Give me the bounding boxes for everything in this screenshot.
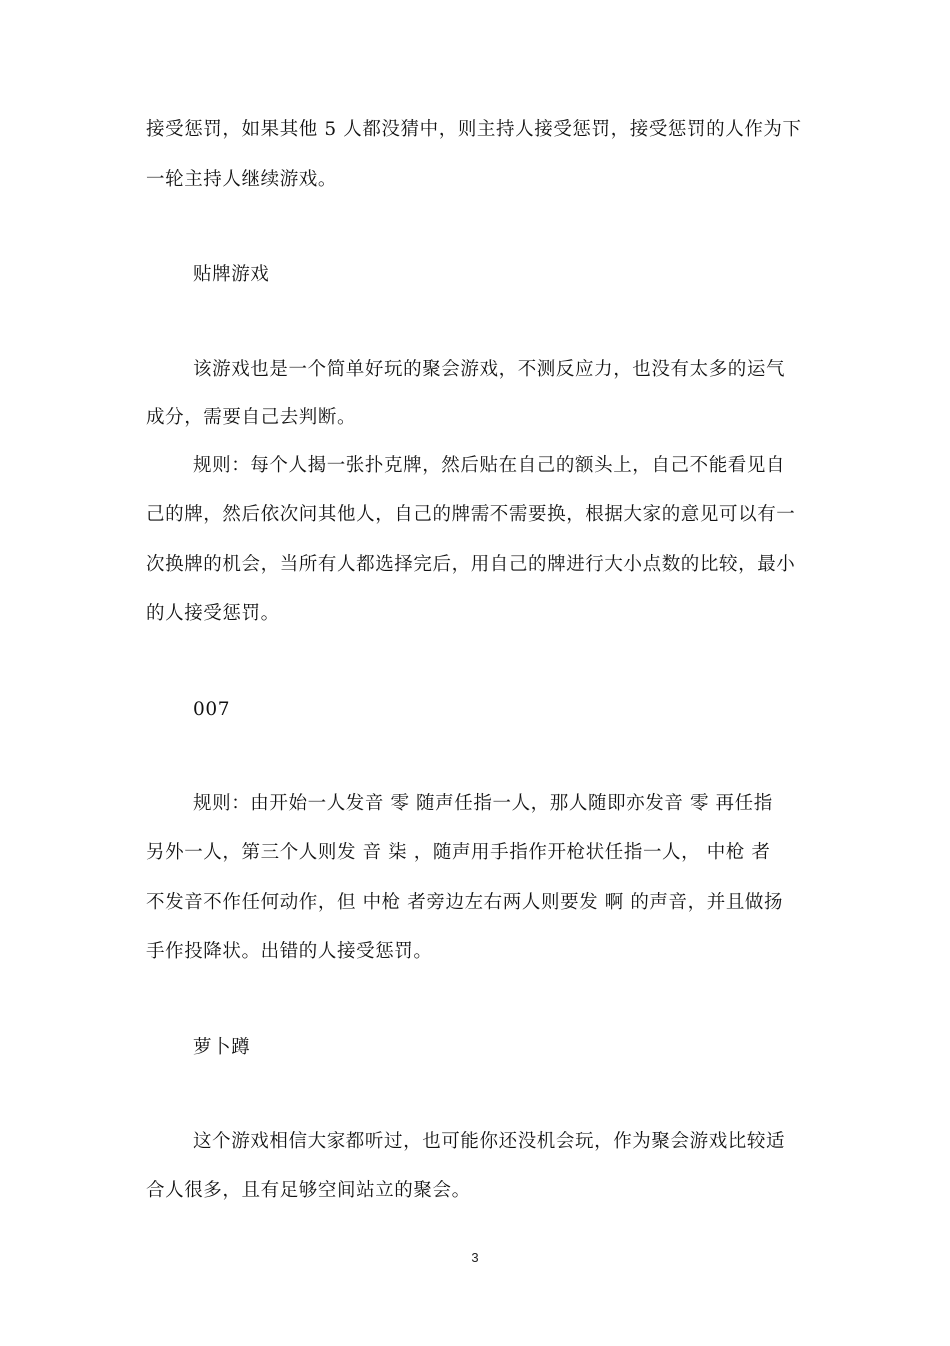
paragraph-line: 该游戏也是一个简单好玩的聚会游戏，不测反应力，也没有太多的运气 (193, 359, 786, 380)
section-heading: 007 (193, 699, 231, 720)
paragraph-line: 接受惩罚，如果其他 5 人都没猜中，则主持人接受惩罚，接受惩罚的人作为下 (146, 119, 802, 140)
paragraph-line: 这个游戏相信大家都听过，也可能你还没机会玩，作为聚会游戏比较适 (193, 1131, 786, 1152)
paragraph-line: 成分，需要自己去判断。 (146, 407, 357, 428)
paragraph-line: 规则：由开始一人发音 零 随声任指一人，那人随即亦发音 零 再任指 (193, 793, 773, 814)
paragraph-line: 另外一人，第三个人则发 音 柒 ，随声用手指作开枪状任指一人， 中枪 者 (146, 842, 771, 863)
paragraph-line: 的人接受惩罚。 (146, 603, 280, 624)
paragraph-line: 合人很多，且有足够空间站立的聚会。 (146, 1180, 471, 1201)
paragraph-line: 规则：每个人揭一张扑克牌，然后贴在自己的额头上，自己不能看见自 (193, 455, 786, 476)
page-number: 3 (471, 1250, 479, 1265)
paragraph-line: 一轮主持人继续游戏。 (146, 169, 338, 190)
paragraph-line: 己的牌，然后依次问其他人，自己的牌需不需要换，根据大家的意见可以有一 (146, 504, 796, 525)
section-heading: 贴牌游戏 (193, 264, 270, 285)
paragraph-line: 不发音不作任何动作，但 中枪 者旁边左右两人则要发 啊 的声音，并且做扬 (146, 892, 784, 913)
section-heading: 萝卜蹲 (193, 1037, 251, 1058)
paragraph-line: 手作投降状。出错的人接受惩罚。 (146, 941, 433, 962)
paragraph-line: 次换牌的机会，当所有人都选择完后，用自己的牌进行大小点数的比较，最小 (146, 554, 796, 575)
